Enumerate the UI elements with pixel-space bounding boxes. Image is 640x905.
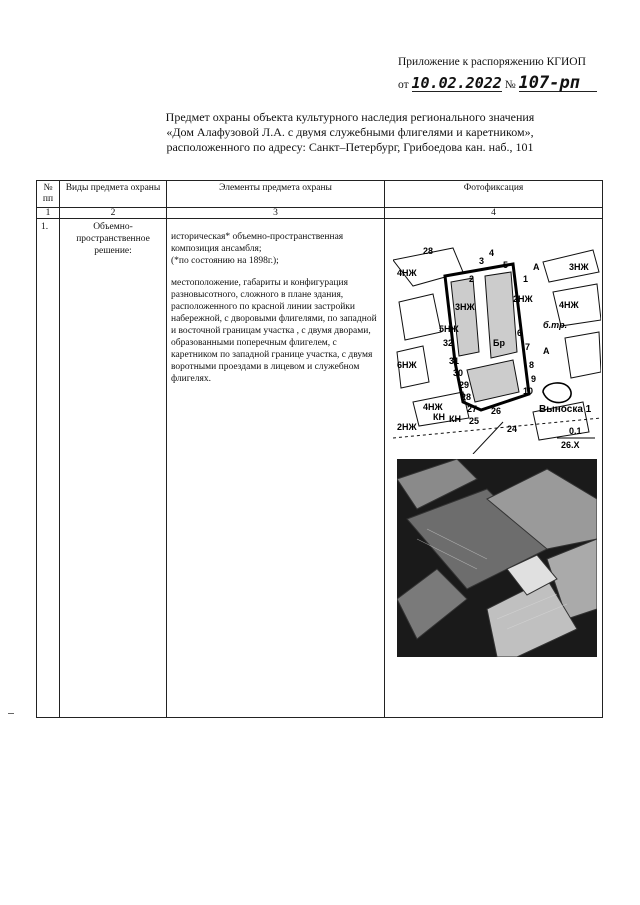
- map-label: 6НЖ: [397, 360, 417, 370]
- table-row: [37, 219, 603, 718]
- header-row: [37, 181, 603, 208]
- title-line-3: расположенного по адресу: Санкт–Петербург, Грибоедова кан. наб., 101: [166, 140, 534, 154]
- appendix-header: Приложение к распоряжению КГИОП: [398, 56, 586, 68]
- order-reference: [398, 73, 597, 93]
- map-label: 7: [525, 342, 531, 352]
- map-label: 1: [523, 274, 529, 284]
- map-label: 2НЖ: [513, 294, 533, 304]
- map-label: 29: [459, 380, 470, 390]
- map-label: 4НЖ: [397, 268, 417, 278]
- col-header-photo: Фотофиксация: [385, 181, 603, 208]
- map-label: 5: [503, 260, 509, 270]
- elements-text-2: местоположение, габариты и конфигурация разновысотного, сложного в плане здания, расположенного по красной линии застройки набережной, с дворовыми флигелями, по западной и восточной границам участка , с двумя дворами, образованными поперечным флигелем, с каретником по западной границе участка, с двумя воротными проездами в лицевом и служебном флигелях.: [171, 278, 377, 384]
- col-header-number: № пп: [37, 181, 60, 208]
- row-number: 1.: [37, 219, 60, 718]
- title-line-2: «Дом Алафузовой Л.А. с двумя служебными флигелями и каретником»,: [166, 125, 534, 139]
- map-label: 10: [523, 386, 534, 396]
- map-label: КН: [433, 412, 445, 422]
- map-callout: Выноска 1: [539, 404, 592, 415]
- map-label: 26: [491, 406, 502, 416]
- map-label: 3: [479, 256, 485, 266]
- map-label: 6: [517, 328, 523, 338]
- col-number: 3: [167, 208, 385, 219]
- column-number-row: [37, 208, 603, 219]
- protection-type: Объемно-пространственное решение:: [60, 219, 167, 718]
- col-header-elements: Элементы предмета охраны: [167, 181, 385, 208]
- map-label: 28: [461, 392, 472, 402]
- map-label: 30: [453, 368, 464, 378]
- map-label: Бр: [493, 338, 505, 348]
- map-scale-bottom: 26.X: [561, 440, 580, 450]
- map-label: 3НЖ: [569, 262, 589, 272]
- map-scale-top: 0.1: [569, 426, 582, 436]
- map-label: 25: [469, 416, 480, 426]
- map-label: 8: [529, 360, 535, 370]
- protection-table: [36, 180, 603, 718]
- title-line-1: Предмет охраны объекта культурного наследия регионального значения: [165, 110, 535, 124]
- map-label: 31: [449, 356, 460, 366]
- map-label: 27: [467, 404, 478, 414]
- map-label: 4НЖ: [559, 300, 579, 310]
- col-header-type: Виды предмета охраны: [60, 181, 167, 208]
- map-label: А: [543, 346, 550, 356]
- map-label: 4: [489, 248, 495, 258]
- margin-mark: [8, 713, 14, 714]
- map-label: 3НЖ: [455, 302, 475, 312]
- site-plan-map: [393, 242, 601, 454]
- map-label: 2НЖ: [397, 422, 417, 432]
- map-label: 5НЖ: [439, 324, 459, 334]
- map-label: б.тр.: [543, 320, 568, 330]
- from-label: от: [398, 79, 409, 91]
- col-number: 1: [37, 208, 60, 219]
- map-label: А: [533, 262, 540, 272]
- map-label: 24: [507, 424, 518, 434]
- protection-elements: [167, 219, 385, 718]
- order-number: 107-рп: [519, 76, 597, 92]
- map-label: 28: [423, 246, 434, 256]
- number-label: №: [504, 79, 516, 91]
- map-label: 9: [531, 374, 537, 384]
- elements-text-1: историческая* объемно-пространственная композиция ансамбля;: [171, 232, 344, 254]
- map-label: КН: [449, 414, 461, 424]
- photo-cell: [385, 219, 603, 718]
- order-date: 10.02.2022: [411, 74, 502, 92]
- aerial-photo: [397, 459, 597, 657]
- col-number: 2: [60, 208, 167, 219]
- map-label: 2: [469, 274, 475, 284]
- map-label: 4НЖ: [423, 402, 443, 412]
- map-label: 32: [443, 338, 454, 348]
- col-number: 4: [385, 208, 603, 219]
- elements-note: (*по состоянию на 1898г.);: [171, 256, 279, 266]
